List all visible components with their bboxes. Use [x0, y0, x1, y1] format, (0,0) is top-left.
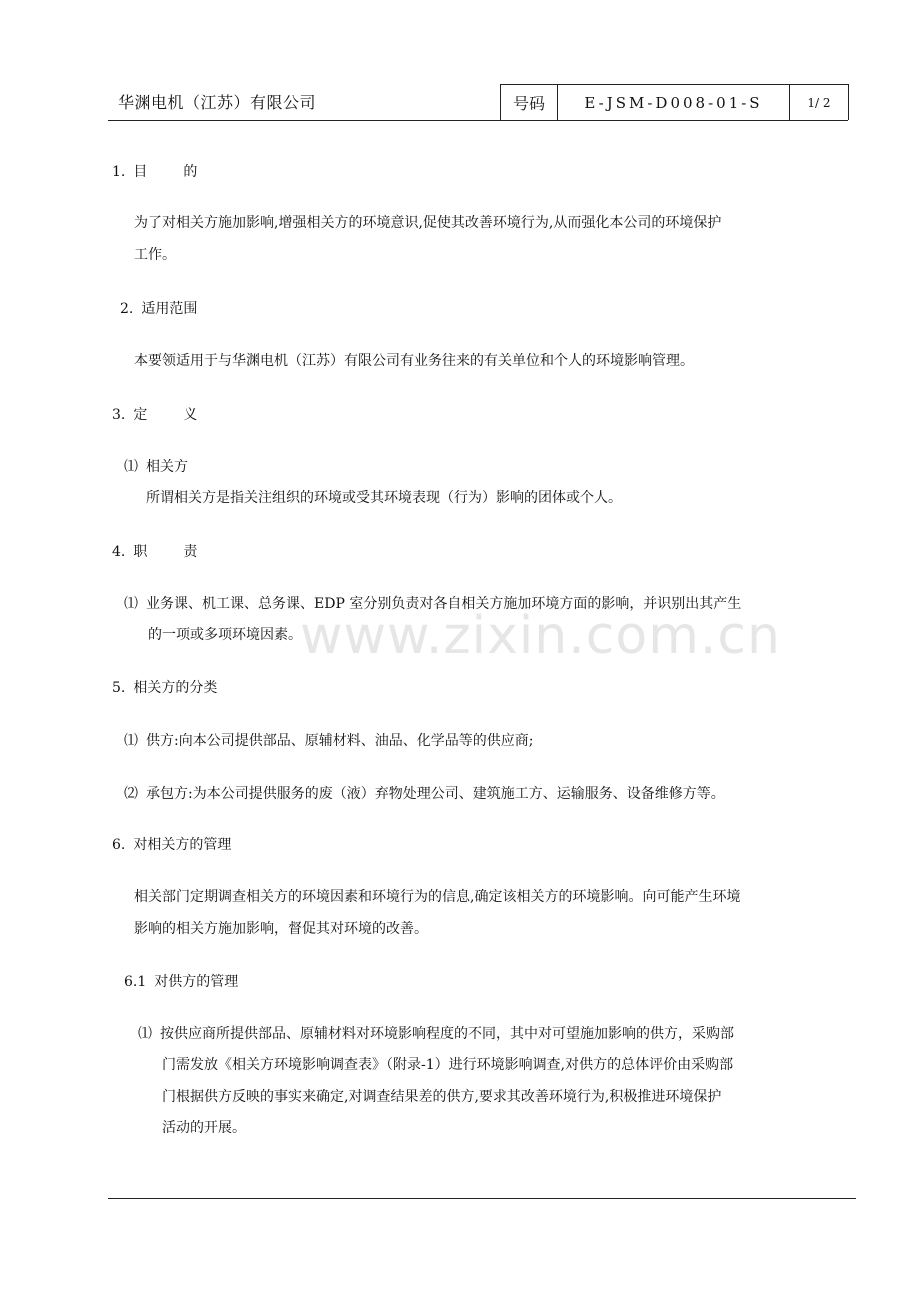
section-3-heading: 3. 定 义: [112, 407, 198, 423]
section-6-para-line1: 相关部门定期调查相关方的环境因素和环境行为的信息,确定该相关方的环境影响。向可能产生环境: [134, 889, 741, 905]
section-6-1-item-1-line2: 门需发放《相关方环境影响调查表》（附录-1）进行环境影响调查,对供方的总体评价由采购部: [162, 1057, 734, 1073]
footer-divider: [108, 1198, 856, 1199]
section-5-item-2: ⑵ 承包方:为本公司提供服务的废（液）弃物处理公司、建筑施工方、运输服务、设备维修方等。: [124, 786, 725, 802]
section-5-heading: 5. 相关方的分类: [112, 680, 218, 696]
section-6-heading: 6. 对相关方的管理: [112, 837, 232, 853]
section-1-para-line2: 工作。: [134, 247, 176, 263]
section-6-1-heading: 6.1 对供方的管理: [124, 974, 239, 990]
doc-code-value: E-JSM-D008-01-S: [557, 84, 789, 120]
watermark: www.zixin.com.cn: [300, 606, 781, 666]
section-2-heading: 2. 适用范围: [120, 301, 198, 317]
section-6-para-line2: 影响的相关方施加影响，督促其对环境的改善。: [134, 921, 428, 937]
section-4-heading: 4. 职 责: [112, 544, 198, 560]
section-5-item-1: ⑴ 供方:向本公司提供部品、原辅材料、油品、化学品等的供应商;: [124, 733, 534, 749]
section-1-heading: 1. 目 的: [112, 164, 198, 180]
section-6-1-item-1-line3: 门根据供方反映的事实来确定,对调查结果差的供方,要求其改善环境行为,积极推进环境保护: [162, 1089, 722, 1105]
document-header: [108, 84, 848, 121]
section-6-1-item-1-line4: 活动的开展。: [162, 1120, 246, 1136]
section-4-item-1-line2: 的一项或多项环境因素。: [148, 627, 302, 643]
section-3-item-1-para: 所谓相关方是指关注组织的环境或受其环境表现（行为）影响的团体或个人。: [146, 490, 622, 506]
section-4-item-1-line1: ⑴ 业务课、机工课、总务课、EDP 室分别负责对各自相关方施加环境方面的影响，并识别出其产生: [124, 596, 742, 612]
section-2-para: 本要领适用于与华渊电机（江苏）有限公司有业务往来的有关单位和个人的环境影响管理。: [134, 353, 694, 369]
section-6-1-item-1-line1: ⑴ 按供应商所提供部品、原辅材料对环境影响程度的不同，其中对可望施加影响的供方，采购部: [138, 1026, 734, 1042]
section-1-para-line1: 为了对相关方施加影响,增强相关方的环境意识,促使其改善环境行为,从而强化本公司的环境保护: [134, 215, 722, 231]
company-name: 华渊电机（江苏）有限公司: [118, 93, 317, 112]
doc-code-label: 号码: [500, 84, 557, 120]
section-3-item-1-title: ⑴ 相关方: [124, 459, 188, 475]
page-number: 1/ 2: [789, 84, 849, 120]
